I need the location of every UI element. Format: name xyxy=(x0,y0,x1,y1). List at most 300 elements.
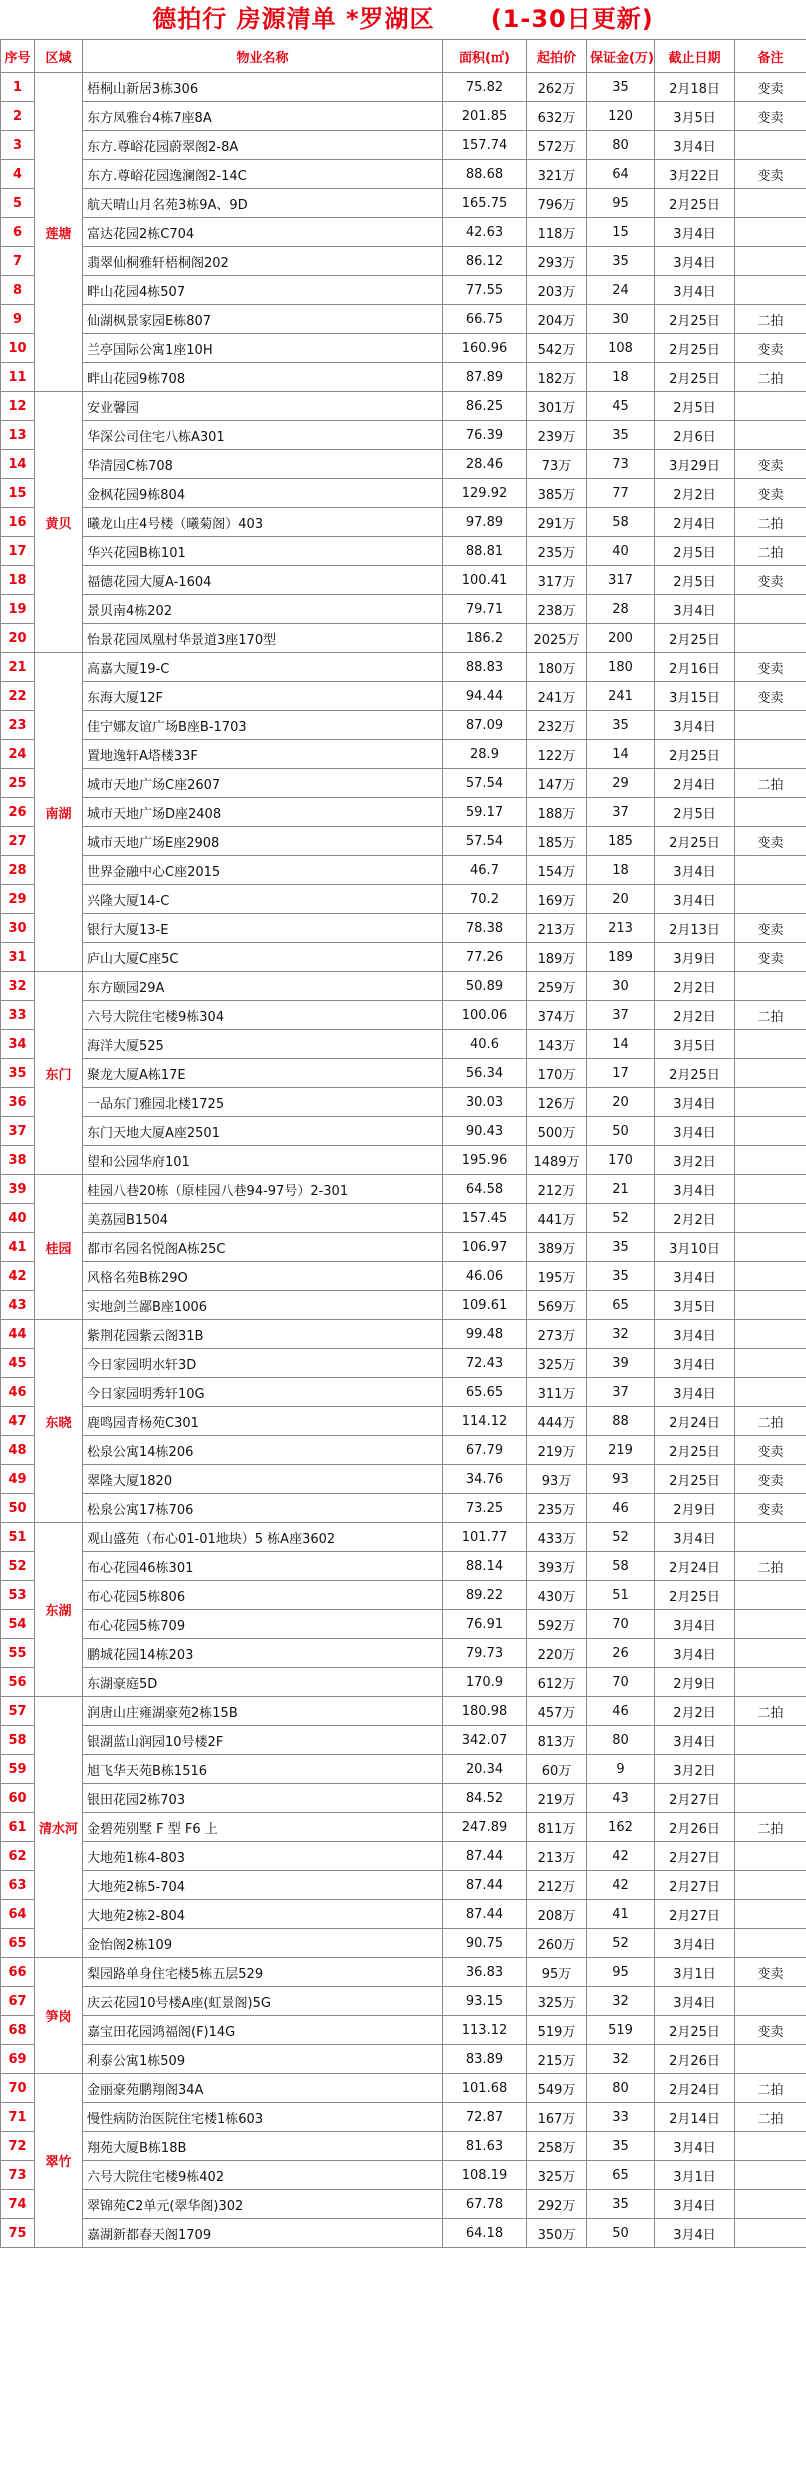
row-no: 49 xyxy=(1,1465,35,1494)
note: 变卖 xyxy=(735,566,806,595)
note: 二拍 xyxy=(735,1697,806,1726)
table-row xyxy=(1,1291,806,1320)
start-price: 235万 xyxy=(527,537,587,566)
deposit: 95 xyxy=(587,1958,655,1987)
property-size: 201.85 xyxy=(443,102,527,131)
deadline-date: 2月24日 xyxy=(655,2074,735,2103)
table-row xyxy=(1,1494,806,1523)
property-size: 195.96 xyxy=(443,1146,527,1175)
deposit: 170 xyxy=(587,1146,655,1175)
property-name: 今日家园明秀轩10G xyxy=(83,1378,443,1407)
deadline-date: 2月6日 xyxy=(655,421,735,450)
deposit: 65 xyxy=(587,1291,655,1320)
deadline-date: 3月4日 xyxy=(655,131,735,160)
table-row xyxy=(1,1639,806,1668)
property-size: 72.43 xyxy=(443,1349,527,1378)
area-cell: 翠竹 xyxy=(35,2074,83,2248)
table-row xyxy=(1,102,806,131)
property-size: 79.71 xyxy=(443,595,527,624)
table-row xyxy=(1,1175,806,1204)
table-row xyxy=(1,943,806,972)
note xyxy=(735,276,806,305)
start-price: 311万 xyxy=(527,1378,587,1407)
header-deadline: 截止日期 xyxy=(655,40,735,73)
deposit: 241 xyxy=(587,682,655,711)
property-name: 华兴花园B栋101 xyxy=(83,537,443,566)
property-size: 34.76 xyxy=(443,1465,527,1494)
row-no: 13 xyxy=(1,421,35,450)
row-no: 14 xyxy=(1,450,35,479)
table-header-row xyxy=(1,40,806,73)
deadline-date: 3月2日 xyxy=(655,1755,735,1784)
property-size: 157.74 xyxy=(443,131,527,160)
deadline-date: 3月4日 xyxy=(655,218,735,247)
deposit: 317 xyxy=(587,566,655,595)
row-no: 27 xyxy=(1,827,35,856)
note xyxy=(735,711,806,740)
deposit: 162 xyxy=(587,1813,655,1842)
start-price: 293万 xyxy=(527,247,587,276)
property-name: 东湖豪庭5D xyxy=(83,1668,443,1697)
row-no: 71 xyxy=(1,2103,35,2132)
property-size: 87.09 xyxy=(443,711,527,740)
row-no: 62 xyxy=(1,1842,35,1871)
property-name: 实地剑兰鄙B座1006 xyxy=(83,1291,443,1320)
area-cell: 南湖 xyxy=(35,653,83,972)
deadline-date: 3月5日 xyxy=(655,1291,735,1320)
deposit: 20 xyxy=(587,1088,655,1117)
property-table xyxy=(0,39,806,2248)
table-row xyxy=(1,1088,806,1117)
area-cell: 清水河 xyxy=(35,1697,83,1958)
deadline-date: 3月4日 xyxy=(655,1349,735,1378)
row-no: 41 xyxy=(1,1233,35,1262)
start-price: 350万 xyxy=(527,2219,587,2248)
table-row xyxy=(1,740,806,769)
note xyxy=(735,1117,806,1146)
deposit: 58 xyxy=(587,508,655,537)
property-size: 247.89 xyxy=(443,1813,527,1842)
table-row xyxy=(1,798,806,827)
note xyxy=(735,1755,806,1784)
row-no: 47 xyxy=(1,1407,35,1436)
start-price: 260万 xyxy=(527,1929,587,1958)
start-price: 325万 xyxy=(527,2161,587,2190)
property-name: 旭飞华天苑B栋1516 xyxy=(83,1755,443,1784)
note: 二拍 xyxy=(735,2103,806,2132)
deadline-date: 3月4日 xyxy=(655,1262,735,1291)
property-name: 城市天地广场C座2607 xyxy=(83,769,443,798)
table-row xyxy=(1,566,806,595)
note: 变卖 xyxy=(735,1494,806,1523)
row-no: 44 xyxy=(1,1320,35,1349)
property-size: 100.41 xyxy=(443,566,527,595)
property-size: 129.92 xyxy=(443,479,527,508)
note: 变卖 xyxy=(735,1436,806,1465)
start-price: 215万 xyxy=(527,2045,587,2074)
deadline-date: 3月4日 xyxy=(655,276,735,305)
property-name: 航天晴山月名苑3栋9A、9D xyxy=(83,189,443,218)
deadline-date: 3月4日 xyxy=(655,1320,735,1349)
deadline-date: 2月13日 xyxy=(655,914,735,943)
table-row xyxy=(1,1813,806,1842)
note xyxy=(735,1523,806,1552)
row-no: 28 xyxy=(1,856,35,885)
start-price: 259万 xyxy=(527,972,587,1001)
start-price: 204万 xyxy=(527,305,587,334)
row-no: 30 xyxy=(1,914,35,943)
deadline-date: 3月22日 xyxy=(655,160,735,189)
start-price: 238万 xyxy=(527,595,587,624)
property-name: 梧桐山新居3栋306 xyxy=(83,73,443,102)
table-row xyxy=(1,2190,806,2219)
row-no: 33 xyxy=(1,1001,35,1030)
property-size: 42.63 xyxy=(443,218,527,247)
table-row xyxy=(1,1001,806,1030)
property-size: 101.68 xyxy=(443,2074,527,2103)
property-size: 90.43 xyxy=(443,1117,527,1146)
table-row xyxy=(1,2219,806,2248)
start-price: 203万 xyxy=(527,276,587,305)
note xyxy=(735,2132,806,2161)
property-size: 114.12 xyxy=(443,1407,527,1436)
property-size: 28.9 xyxy=(443,740,527,769)
deposit: 43 xyxy=(587,1784,655,1813)
start-price: 167万 xyxy=(527,2103,587,2132)
property-size: 81.63 xyxy=(443,2132,527,2161)
deposit: 42 xyxy=(587,1842,655,1871)
row-no: 36 xyxy=(1,1088,35,1117)
row-no: 57 xyxy=(1,1697,35,1726)
deposit: 189 xyxy=(587,943,655,972)
row-no: 6 xyxy=(1,218,35,247)
table-row xyxy=(1,653,806,682)
deposit: 14 xyxy=(587,1030,655,1059)
note xyxy=(735,2219,806,2248)
header-start-price: 起拍价 xyxy=(527,40,587,73)
row-no: 17 xyxy=(1,537,35,566)
deposit: 52 xyxy=(587,1929,655,1958)
table-row xyxy=(1,1987,806,2016)
table-row xyxy=(1,1668,806,1697)
table-row xyxy=(1,1842,806,1871)
note: 变卖 xyxy=(735,73,806,102)
start-price: 219万 xyxy=(527,1436,587,1465)
note xyxy=(735,1378,806,1407)
deadline-date: 3月4日 xyxy=(655,595,735,624)
start-price: 301万 xyxy=(527,392,587,421)
property-name: 风格名苑B栋29O xyxy=(83,1262,443,1291)
row-no: 15 xyxy=(1,479,35,508)
deadline-date: 3月4日 xyxy=(655,885,735,914)
start-price: 235万 xyxy=(527,1494,587,1523)
note: 二拍 xyxy=(735,1001,806,1030)
note: 变卖 xyxy=(735,2016,806,2045)
header-note: 备注 xyxy=(735,40,806,73)
row-no: 4 xyxy=(1,160,35,189)
deposit: 213 xyxy=(587,914,655,943)
note: 二拍 xyxy=(735,305,806,334)
area-cell: 莲塘 xyxy=(35,73,83,392)
property-name: 东方颐园29A xyxy=(83,972,443,1001)
property-name: 仙湖枫景家园E栋807 xyxy=(83,305,443,334)
note xyxy=(735,1871,806,1900)
start-price: 241万 xyxy=(527,682,587,711)
row-no: 8 xyxy=(1,276,35,305)
row-no: 18 xyxy=(1,566,35,595)
note xyxy=(735,1204,806,1233)
note xyxy=(735,885,806,914)
table-row xyxy=(1,856,806,885)
property-size: 83.89 xyxy=(443,2045,527,2074)
property-size: 186.2 xyxy=(443,624,527,653)
table-row xyxy=(1,479,806,508)
row-no: 58 xyxy=(1,1726,35,1755)
property-size: 78.38 xyxy=(443,914,527,943)
property-name: 置地逸轩A塔楼33F xyxy=(83,740,443,769)
row-no: 31 xyxy=(1,943,35,972)
property-name: 富达花园2栋C704 xyxy=(83,218,443,247)
property-size: 46.06 xyxy=(443,1262,527,1291)
row-no: 51 xyxy=(1,1523,35,1552)
start-price: 549万 xyxy=(527,2074,587,2103)
table-row xyxy=(1,450,806,479)
property-size: 73.25 xyxy=(443,1494,527,1523)
note xyxy=(735,1842,806,1871)
deposit: 30 xyxy=(587,305,655,334)
deadline-date: 2月25日 xyxy=(655,827,735,856)
property-size: 70.2 xyxy=(443,885,527,914)
table-row xyxy=(1,421,806,450)
note xyxy=(735,2161,806,2190)
deadline-date: 2月25日 xyxy=(655,334,735,363)
table-row xyxy=(1,305,806,334)
deposit: 200 xyxy=(587,624,655,653)
deadline-date: 2月25日 xyxy=(655,624,735,653)
deadline-date: 2月2日 xyxy=(655,1001,735,1030)
property-size: 113.12 xyxy=(443,2016,527,2045)
start-price: 213万 xyxy=(527,914,587,943)
note: 二拍 xyxy=(735,769,806,798)
property-size: 40.6 xyxy=(443,1030,527,1059)
deadline-date: 3月4日 xyxy=(655,1610,735,1639)
property-size: 88.68 xyxy=(443,160,527,189)
start-price: 385万 xyxy=(527,479,587,508)
table-row xyxy=(1,1320,806,1349)
note xyxy=(735,1320,806,1349)
row-no: 54 xyxy=(1,1610,35,1639)
table-row xyxy=(1,160,806,189)
note xyxy=(735,1639,806,1668)
start-price: 2025万 xyxy=(527,624,587,653)
deposit: 35 xyxy=(587,1233,655,1262)
property-name: 布心花园5栋806 xyxy=(83,1581,443,1610)
start-price: 239万 xyxy=(527,421,587,450)
start-price: 374万 xyxy=(527,1001,587,1030)
property-name: 华清园C栋708 xyxy=(83,450,443,479)
deposit: 37 xyxy=(587,1001,655,1030)
row-no: 20 xyxy=(1,624,35,653)
deadline-date: 3月4日 xyxy=(655,1088,735,1117)
start-price: 796万 xyxy=(527,189,587,218)
deadline-date: 2月2日 xyxy=(655,479,735,508)
note xyxy=(735,1726,806,1755)
deadline-date: 3月4日 xyxy=(655,1726,735,1755)
start-price: 441万 xyxy=(527,1204,587,1233)
table-row xyxy=(1,885,806,914)
row-no: 12 xyxy=(1,392,35,421)
property-name: 一品东门雅园北楼1725 xyxy=(83,1088,443,1117)
deadline-date: 2月27日 xyxy=(655,1900,735,1929)
property-name: 都市名园名悦阁A栋25C xyxy=(83,1233,443,1262)
property-name: 翠锦苑C2单元(翠华阁)302 xyxy=(83,2190,443,2219)
deadline-date: 3月4日 xyxy=(655,2190,735,2219)
table-row xyxy=(1,972,806,1001)
table-row xyxy=(1,334,806,363)
property-name: 世界金融中心C座2015 xyxy=(83,856,443,885)
deposit: 58 xyxy=(587,1552,655,1581)
property-size: 100.06 xyxy=(443,1001,527,1030)
deposit: 120 xyxy=(587,102,655,131)
table-row xyxy=(1,1697,806,1726)
property-size: 86.12 xyxy=(443,247,527,276)
property-size: 66.75 xyxy=(443,305,527,334)
deadline-date: 2月24日 xyxy=(655,1407,735,1436)
row-no: 5 xyxy=(1,189,35,218)
table-row xyxy=(1,1871,806,1900)
row-no: 23 xyxy=(1,711,35,740)
row-no: 11 xyxy=(1,363,35,392)
table-row xyxy=(1,624,806,653)
property-name: 六号大院住宅楼9栋402 xyxy=(83,2161,443,2190)
table-row xyxy=(1,1900,806,1929)
header-property-name: 物业名称 xyxy=(83,40,443,73)
note xyxy=(735,1929,806,1958)
deposit: 14 xyxy=(587,740,655,769)
deposit: 35 xyxy=(587,73,655,102)
property-name: 观山盛苑（布心01-01地块）5 栋A座3602 xyxy=(83,1523,443,1552)
deposit: 64 xyxy=(587,160,655,189)
property-size: 165.75 xyxy=(443,189,527,218)
row-no: 38 xyxy=(1,1146,35,1175)
start-price: 60万 xyxy=(527,1755,587,1784)
deadline-date: 2月25日 xyxy=(655,363,735,392)
property-name: 翔苑大厦B栋18B xyxy=(83,2132,443,2161)
start-price: 317万 xyxy=(527,566,587,595)
start-price: 95万 xyxy=(527,1958,587,1987)
deadline-date: 2月24日 xyxy=(655,1552,735,1581)
property-size: 67.79 xyxy=(443,1436,527,1465)
deposit: 37 xyxy=(587,798,655,827)
deposit: 24 xyxy=(587,276,655,305)
deposit: 80 xyxy=(587,1726,655,1755)
deposit: 35 xyxy=(587,2190,655,2219)
deadline-date: 2月14日 xyxy=(655,2103,735,2132)
property-name: 鹏城花园14栋203 xyxy=(83,1639,443,1668)
table-row xyxy=(1,1610,806,1639)
table-row xyxy=(1,1929,806,1958)
start-price: 232万 xyxy=(527,711,587,740)
deadline-date: 3月1日 xyxy=(655,1958,735,1987)
note xyxy=(735,2190,806,2219)
property-size: 93.15 xyxy=(443,1987,527,2016)
property-size: 57.54 xyxy=(443,769,527,798)
property-name: 庐山大厦C座5C xyxy=(83,943,443,972)
deadline-date: 2月5日 xyxy=(655,392,735,421)
note: 变卖 xyxy=(735,943,806,972)
deposit: 35 xyxy=(587,1262,655,1291)
property-size: 157.45 xyxy=(443,1204,527,1233)
row-no: 19 xyxy=(1,595,35,624)
property-size: 75.82 xyxy=(443,73,527,102)
deadline-date: 3月4日 xyxy=(655,2219,735,2248)
property-name: 金碧苑别墅 F 型 F6 上 xyxy=(83,1813,443,1842)
table-row xyxy=(1,1726,806,1755)
table-row xyxy=(1,247,806,276)
property-name: 怡景花园凤凰村华景道3座170型 xyxy=(83,624,443,653)
property-name: 大地苑2栋2-804 xyxy=(83,1900,443,1929)
note xyxy=(735,1059,806,1088)
property-size: 87.89 xyxy=(443,363,527,392)
property-name: 东方.尊峪花园蔚翠阁2-8A xyxy=(83,131,443,160)
property-size: 28.46 xyxy=(443,450,527,479)
deadline-date: 3月4日 xyxy=(655,1523,735,1552)
start-price: 212万 xyxy=(527,1871,587,1900)
property-size: 87.44 xyxy=(443,1871,527,1900)
table-row xyxy=(1,2132,806,2161)
table-row xyxy=(1,1958,806,1987)
row-no: 35 xyxy=(1,1059,35,1088)
start-price: 592万 xyxy=(527,1610,587,1639)
deposit: 50 xyxy=(587,1117,655,1146)
note: 二拍 xyxy=(735,1407,806,1436)
row-no: 59 xyxy=(1,1755,35,1784)
table-row xyxy=(1,914,806,943)
deadline-date: 3月9日 xyxy=(655,943,735,972)
deadline-date: 2月2日 xyxy=(655,1204,735,1233)
note xyxy=(735,595,806,624)
deadline-date: 2月25日 xyxy=(655,1465,735,1494)
note: 变卖 xyxy=(735,682,806,711)
deadline-date: 3月5日 xyxy=(655,102,735,131)
table-row xyxy=(1,1465,806,1494)
deadline-date: 2月26日 xyxy=(655,2045,735,2074)
note xyxy=(735,1668,806,1697)
note: 变卖 xyxy=(735,1958,806,1987)
deadline-date: 2月5日 xyxy=(655,537,735,566)
table-body xyxy=(1,73,806,2248)
property-size: 77.55 xyxy=(443,276,527,305)
table-row xyxy=(1,1349,806,1378)
table-row xyxy=(1,131,806,160)
start-price: 185万 xyxy=(527,827,587,856)
note xyxy=(735,392,806,421)
row-no: 70 xyxy=(1,2074,35,2103)
property-name: 利泰公寓1栋509 xyxy=(83,2045,443,2074)
row-no: 39 xyxy=(1,1175,35,1204)
row-no: 25 xyxy=(1,769,35,798)
note xyxy=(735,798,806,827)
row-no: 42 xyxy=(1,1262,35,1291)
start-price: 208万 xyxy=(527,1900,587,1929)
note: 变卖 xyxy=(735,334,806,363)
start-price: 519万 xyxy=(527,2016,587,2045)
property-size: 106.97 xyxy=(443,1233,527,1262)
row-no: 3 xyxy=(1,131,35,160)
start-price: 811万 xyxy=(527,1813,587,1842)
property-size: 108.19 xyxy=(443,2161,527,2190)
deposit: 35 xyxy=(587,2132,655,2161)
